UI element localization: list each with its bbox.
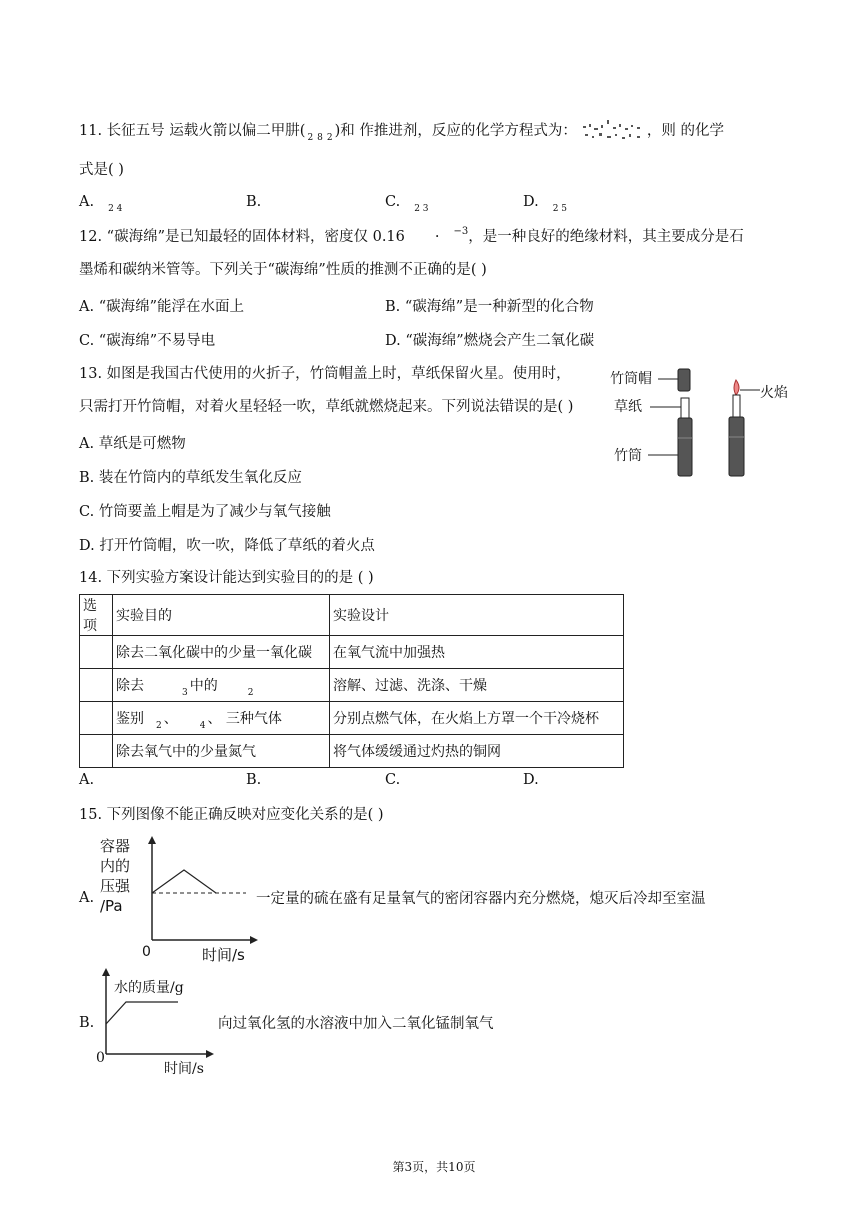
graph-b-xlabel: 时间/s — [164, 1061, 204, 1077]
graph-b-curve — [106, 1002, 178, 1024]
q13-line1: 13. 如图是我国古代使用的火折子，竹筒帽盖上时，草纸保留火星。使用时， — [79, 366, 571, 382]
q11-sub-h: 8 — [317, 133, 323, 143]
q13-option-a: A. 草纸是可燃物 — [79, 436, 186, 452]
q12-option-d: D. “碳海绵”燃烧会产生二氧化碳 — [385, 333, 595, 349]
goal-text: 鉴别 — [116, 711, 144, 727]
cell-design: 将气体缓缓通过灼热的铜网 — [330, 735, 624, 768]
cell-option — [80, 669, 113, 702]
q15-option-a-label: A. — [79, 890, 95, 906]
cell-design: 分别点燃气体，在火焰上方罩一个干冷烧杯 — [330, 702, 624, 735]
q12-text-a: 12. “碳海绵”是已知最轻的固体材料，密度仅 0.16 — [79, 229, 405, 245]
cell-goal — [113, 702, 330, 735]
header-option: 选项 — [80, 595, 113, 636]
q11-text-c: ，则 的化学 — [646, 123, 725, 139]
cell-option — [80, 636, 113, 669]
q14-stem: 14. 下列实验方案设计能达到实验目的的是 ( ) — [79, 570, 374, 586]
tube-label: 竹筒 — [614, 448, 642, 464]
ylabel-line: /Pa — [100, 897, 123, 915]
q11-line2: 式是( ) — [79, 162, 124, 178]
cell-goal: 除去氧气中的少量氮气 — [113, 735, 330, 768]
flame-label: 火焰 — [760, 385, 788, 401]
paper-label: 草纸 — [614, 399, 642, 415]
cell-goal: 除去二氧化碳中的少量一氧化碳 — [113, 636, 330, 669]
header-design: 实验设计 — [330, 595, 624, 636]
q12-text-b: ，是一种良好的绝缘材料，其主要成分是石 — [468, 229, 744, 245]
table-row — [80, 669, 624, 702]
goal-text: 、 三种气体 — [207, 711, 282, 727]
graph-b-origin: 0 — [96, 1050, 105, 1066]
page-footer: 第3页，共10页 — [392, 1160, 476, 1174]
graph-a-y-arrow — [148, 836, 156, 844]
cell-design: 在氧气流中加强热 — [330, 636, 624, 669]
chemical-equation-image — [577, 118, 647, 144]
goal-sub: 2 — [156, 721, 162, 731]
fire-folder-figure — [610, 360, 800, 485]
table-row — [80, 735, 624, 768]
goal-sub: 2 — [247, 688, 254, 698]
graph-a-origin: 0 — [142, 944, 151, 960]
q14-option-d: D. — [523, 772, 539, 788]
cell-design: 溶解、过滤、洗涤、干燥 — [330, 669, 624, 702]
goal-sub: 4 — [199, 721, 206, 731]
cap-label: 竹筒帽 — [610, 371, 652, 387]
cell-option — [80, 735, 113, 768]
q12-line1 — [79, 227, 744, 249]
q11-option-a — [79, 194, 124, 214]
ylabel-line: 内的 — [100, 857, 131, 875]
q12-sup: −3 — [453, 226, 469, 237]
q15-option-a-desc: 一定量的硫在盛有足量氧气的密闭容器内充分燃烧，熄灭后冷却至室温 — [256, 891, 706, 907]
ylabel-line: 容器 — [100, 837, 131, 855]
header-goal: 实验目的 — [113, 595, 330, 636]
q12-option-a: A. “碳海绵”能浮在水面上 — [79, 299, 245, 315]
cell-option — [80, 702, 113, 735]
table-header-row — [80, 595, 624, 636]
q13-option-d: D. 打开竹筒帽，吹一吹，降低了草纸的着火点 — [79, 538, 375, 554]
table-row — [80, 702, 624, 735]
q13-option-b: B. 装在竹筒内的草纸发生氧化反应 — [79, 470, 302, 486]
graph-a-xlabel: 时间/s — [202, 946, 245, 964]
q12-line2: 墨烯和碳纳米管等。下列关于“碳海绵”性质的推测不正确的是( ) — [79, 262, 487, 278]
graph-b-ylabel: 水的质量/g — [114, 980, 184, 996]
graph-b-y-arrow — [102, 968, 110, 976]
option-label: A. — [79, 194, 95, 210]
q11-text-a: 11. 长征五号 运载火箭以偏二甲肼( — [79, 123, 306, 139]
q11-option-c — [385, 194, 431, 214]
q11-text-b: )和 作推进剂，反应的化学方程式为： — [334, 123, 577, 139]
goal-text: 中的 — [189, 678, 218, 694]
q15-stem: 15. 下列图像不能正确反映对应变化关系的是( ) — [79, 807, 384, 823]
q11-option-d — [523, 194, 569, 214]
ylabel-line: 压强 — [100, 877, 131, 895]
goal-text: 、 — [163, 711, 178, 727]
q12-option-c: C. “碳海绵”不易导电 — [79, 333, 216, 349]
graph-a-svg — [140, 836, 260, 946]
q11-sub-c: 2 — [307, 133, 314, 143]
q14-option-c: C. — [385, 772, 401, 788]
graph-b-svg — [100, 968, 220, 1060]
option-sub: 2 4 — [108, 204, 123, 214]
q15-option-b-label: B. — [79, 1015, 95, 1031]
q11-option-b — [246, 194, 261, 210]
q11-sub-n: 2 — [326, 133, 333, 143]
q14-option-b: B. — [246, 772, 262, 788]
goal-text: 除去 — [116, 678, 144, 694]
q12-option-b: B. “碳海绵”是一种新型的化合物 — [385, 299, 594, 315]
option-label: C. — [385, 194, 401, 210]
q14-option-a: A. — [79, 772, 95, 788]
cell-goal — [113, 669, 330, 702]
q15-option-b-desc: 向过氧化氢的水溶液中加入二氧化锰制氧气 — [218, 1016, 494, 1032]
q13-option-c: C. 竹筒要盖上帽是为了减少与氧气接触 — [79, 504, 331, 520]
table-row — [80, 636, 624, 669]
graph-a-x-arrow — [250, 936, 258, 944]
graph-a-ylabel — [100, 836, 130, 916]
q12-dot: · — [434, 229, 440, 245]
q13-line2: 只需打开竹筒帽，对着火星轻轻一吹，草纸就燃烧起来。下列说法错误的是( ) — [79, 399, 574, 415]
goal-sub: 3 — [182, 688, 188, 698]
option-sub: 2 5 — [552, 204, 568, 214]
option-sub: 2 3 — [414, 204, 429, 214]
graph-b-x-arrow — [206, 1050, 214, 1058]
option-label: D. — [523, 194, 539, 210]
graph-a-curve — [152, 870, 216, 893]
q11-line1 — [79, 118, 724, 144]
option-label: B. — [246, 194, 262, 210]
experiment-table — [79, 594, 624, 768]
